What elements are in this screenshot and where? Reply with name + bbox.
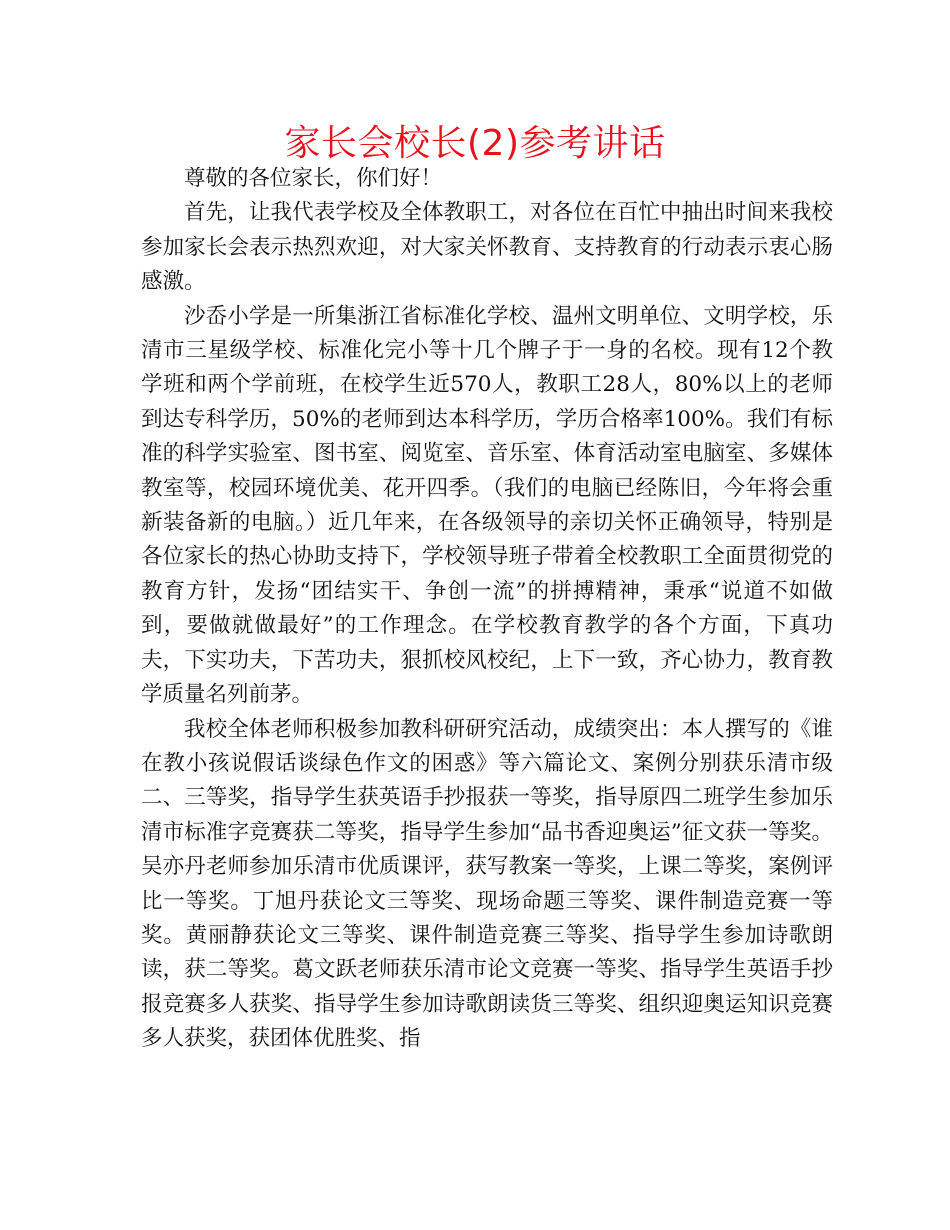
- welcome-paragraph: 首先，让我代表学校及全体教职工，对各位在百忙中抽出时间来我校参加家长会表示热烈欢迎，对大家关怀教育、支持教育的行动表示衷心肠感激。: [141, 200, 833, 295]
- document-title: 家长会校长(2)参考讲话: [284, 123, 666, 164]
- greeting-paragraph: 尊敬的各位家长，你们好！: [184, 166, 443, 191]
- school-intro-paragraph: 沙岙小学是一所集浙江省标准化学校、温州文明单位、文明学校，乐清市三星级学校、标准化完小等十几个牌子于一身的名校。现有12个教学班和两个学前班，在校学生近570人，教职工28人，80%以上的老师到达专科学历，50%的老师到达本科学历，学历合格率100%。我们有标准的科学实验室、图书室、阅览室、音乐室、体育活动室电脑室、多媒体教室等，校园环境优美、花开四季。（我们的电脑已经陈旧，今年将会重新装备新的电脑。）近几年来，在各级领导的亲切关怀正确领导，特别是各位家长的热心协助支持下，学校领导班子带着全校教职工全面贯彻党的教育方针，发扬“团结实干、争创一流”的拼搏精神，秉承“说道不如做到，要做就做最好”的工作理念。在学校教育教学的各个方面，下真功夫，下实功夫，下苦功夫，狠抓校风校纪，上下一致，齐心协力，教育教学质量名列前茅。: [141, 303, 833, 708]
- awards-paragraph: 我校全体老师积极参加教科研研究活动，成绩突出：本人撰写的《谁在教小孩说假话谈绿色作文的困惑》等六篇论文、案例分别获乐清市级二、三等奖，指导学生获英语手抄报获一等奖，指导原四二班学生参加乐清市标准字竞赛获二等奖，指导学生参加“品书香迎奥运”征文获一等奖。吴亦丹老师参加乐清市优质课评，获写教案一等奖，上课二等奖，案例评比一等奖。丁旭丹获论文三等奖、现场命题三等奖、课件制造竞赛一等奖。黄丽静获论文三等奖、课件制造竞赛三等奖、指导学生参加诗歌朗读，获二等奖。葛文跃老师获乐清市论文竞赛一等奖、指导学生英语手抄报竞赛多人获奖、指导学生参加诗歌朗读货三等奖、组织迎奥运知识竞赛多人获奖，获团体优胜奖、指: [141, 716, 833, 1052]
- document-body: [141, 162, 833, 1057]
